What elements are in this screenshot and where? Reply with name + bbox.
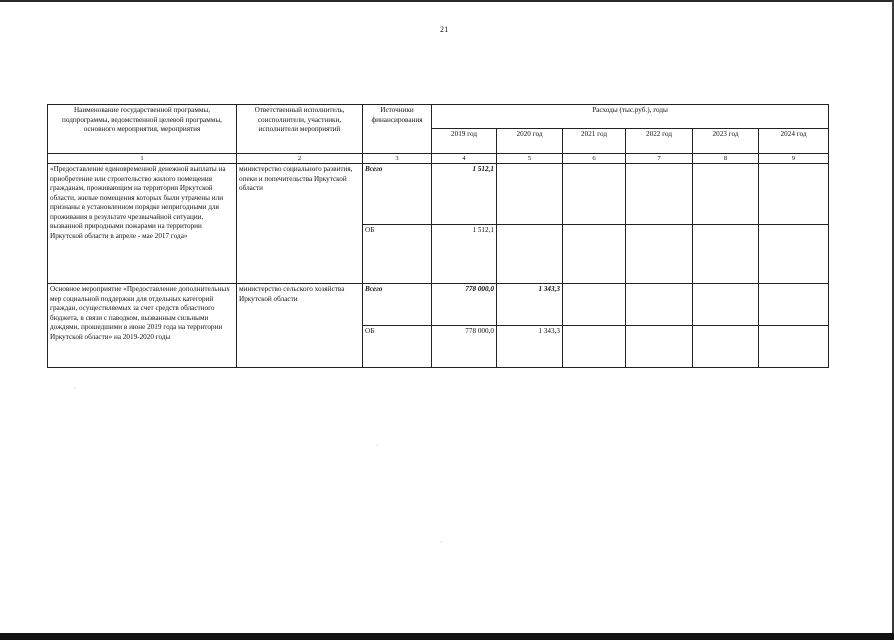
header-year-2021: 2021 год [563, 129, 626, 154]
value-cell [759, 164, 829, 225]
value-cell [563, 164, 626, 225]
value-cell: 1 512,1 [432, 225, 497, 284]
expenses-table [47, 104, 829, 368]
source-cell [363, 164, 432, 225]
header-year-2024: 2024 год [759, 129, 829, 154]
source-ob-label: ОБ [365, 327, 375, 335]
header-year-2020: 2020 год [497, 129, 563, 154]
value-cell [626, 225, 693, 284]
value-cell [563, 284, 626, 326]
header-program-name: Наименование государственной программы, подпрограммы, ведомственной целевой программы, основного мероприятия, мероприятия [48, 105, 237, 154]
header-year-2023: 2023 год [693, 129, 759, 154]
table-row [48, 164, 829, 225]
value-cell [626, 326, 693, 368]
value-cell [693, 326, 759, 368]
header-financing-source: Источники финансирования [363, 105, 432, 154]
value-cell [626, 164, 693, 225]
scan-speck: · [440, 540, 442, 546]
top-border-line [0, 0, 894, 2]
header-year-2019: 2019 год [432, 129, 497, 154]
column-number: 7 [626, 154, 693, 164]
header-year-2022: 2022 год [626, 129, 693, 154]
header-expenses: Расходы (тыс.руб.), годы [432, 105, 829, 129]
column-number: 4 [432, 154, 497, 164]
column-number: 2 [237, 154, 363, 164]
scan-speck: · [376, 443, 378, 449]
column-number: 3 [363, 154, 432, 164]
value-cell [759, 284, 829, 326]
header-row-top [48, 105, 829, 129]
source-total-label: Всего [365, 165, 383, 173]
source-ob-label: ОБ [365, 226, 375, 234]
value-cell: 1 512,1 [432, 164, 497, 225]
measure-name-cell: Основное мероприятие «Предоставление дополнительных мер социальной поддержки для отдельных категорий граждан, осуществляемых за счет средств областного бюджета, в связи с паводком, вызванным сильными дождями, прошедшими в июне 2019 года на территории Иркутской области» на 2019-2020 годы [48, 284, 237, 368]
source-cell [363, 284, 432, 326]
value-cell: 778 000,0 [432, 326, 497, 368]
value-cell [759, 326, 829, 368]
column-number: 8 [693, 154, 759, 164]
bottom-scan-band [0, 633, 894, 640]
source-cell [363, 225, 432, 284]
source-total-label: Всего [365, 285, 383, 293]
executor-cell: министерство сельского хозяйства Иркутской области [237, 284, 363, 368]
value-cell [497, 164, 563, 225]
value-cell: 1 343,3 [497, 326, 563, 368]
value-cell [693, 284, 759, 326]
column-number: 6 [563, 154, 626, 164]
column-number-row [48, 154, 829, 164]
source-cell [363, 326, 432, 368]
value-cell [693, 164, 759, 225]
value-cell [759, 225, 829, 284]
executor-cell: министерство социального развития, опеки и попечительства Иркутской области [237, 164, 363, 284]
page-number: 21 [440, 25, 449, 34]
measure-name-cell: «Предоставление единовременной денежной выплаты на приобретение или строительство жилого помещения гражданам, проживающим на территории Иркутской области, жилые помещения которых были утрачены или признаны в установленном порядке непригодными для проживания в результате чрезвычайной ситуации, вызванной природными пожарами на территории Иркутской области в апреле - мае 2017 года» [48, 164, 237, 284]
header-executor: Ответственный исполнитель, соисполнители, участники, исполнители мероприятий [237, 105, 363, 154]
value-cell: 1 343,3 [497, 284, 563, 326]
column-number: 5 [497, 154, 563, 164]
value-cell [626, 284, 693, 326]
value-cell [563, 225, 626, 284]
scan-speck: · [74, 386, 76, 392]
value-cell [497, 225, 563, 284]
value-cell [563, 326, 626, 368]
value-cell: 778 000,0 [432, 284, 497, 326]
value-cell [693, 225, 759, 284]
column-number: 1 [48, 154, 237, 164]
table-row [48, 284, 829, 326]
column-number: 9 [759, 154, 829, 164]
